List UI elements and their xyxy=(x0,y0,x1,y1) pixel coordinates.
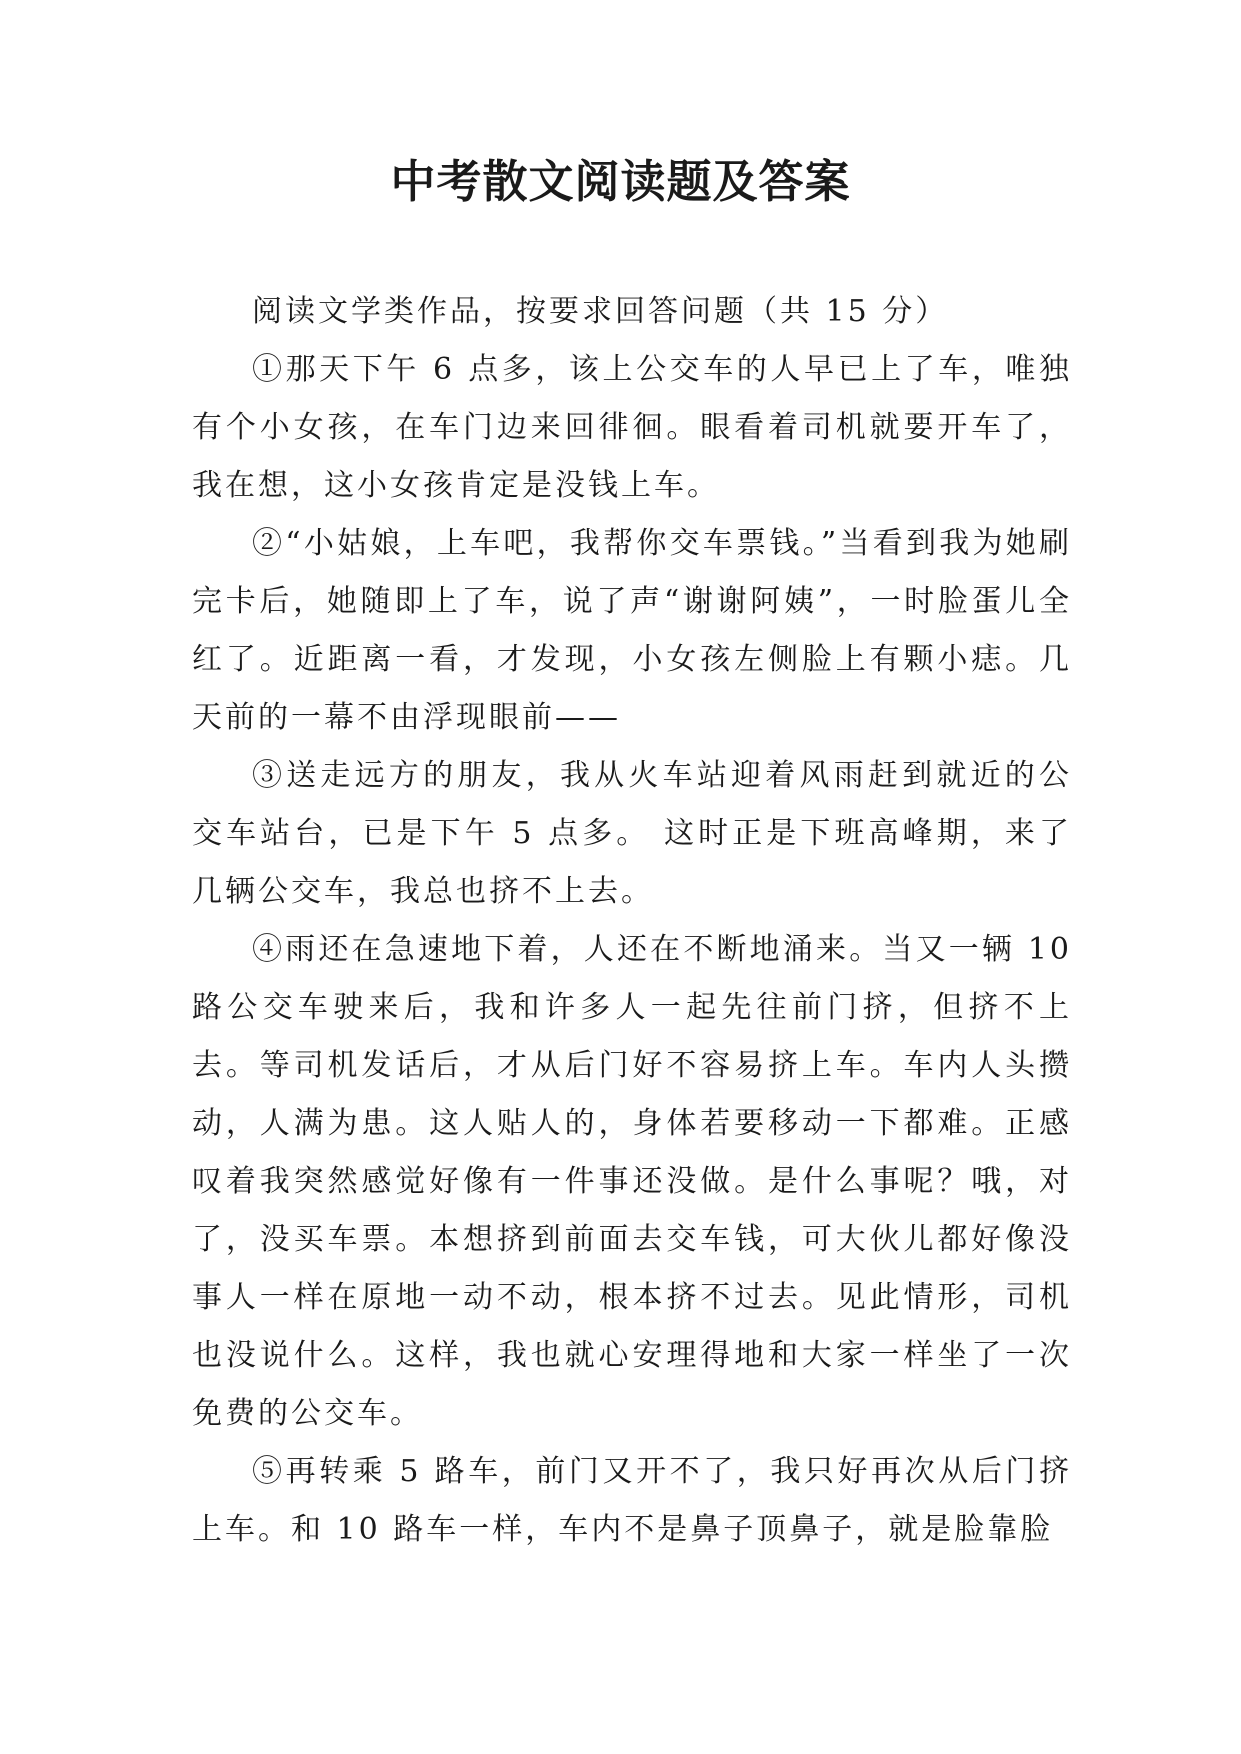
document-body xyxy=(192,283,1072,1559)
paragraph-5: ⑤再转乘 5 路车，前门又开不了，我只好再次从后门挤上车。和 10 路车一样，车内不是鼻子顶鼻子，就是脸靠脸 xyxy=(192,1454,1072,1547)
paragraph-1: ①那天下午 6 点多，该上公交车的人早已上了车，唯独有个小女孩，在车门边来回徘徊。眼看着司机就要开车了，我在想，这小女孩肯定是没钱上车。 xyxy=(192,352,1072,503)
paragraph-3: ③送走远方的朋友，我从火车站迎着风雨赶到就近的公交车站台，已是下午 5 点多。 这时正是下班高峰期，来了几辆公交车，我总也挤不上去。 xyxy=(192,758,1072,909)
paragraph-instructions: 阅读文学类作品，按要求回答问题（共 15 分） xyxy=(252,294,949,329)
paragraph-4: ④雨还在急速地下着，人还在不断地涌来。当又一辆 10 路公交车驶来后，我和许多人一起先往前门挤，但挤不上去。等司机发话后，才从后门好不容易挤上车。车内人头攒动，人满为患。这人贴人的，身体若要移动一下都难。正感叹着我突然感觉好像有一件事还没做。是什么事呢？哦，对了，没买车票。本想挤到前面去交车钱，可大伙儿都好像没事人一样在原地一动不动，根本挤不过去。见此情形，司机也没说什么。这样，我也就心安理得地和大家一样坐了一次免费的公交车。 xyxy=(192,932,1072,1431)
document-title: 中考散文阅读题及答案 xyxy=(390,155,851,208)
paragraph-2: ②“小姑娘，上车吧，我帮你交车票钱。”当看到我为她刷完卡后，她随即上了车，说了声“谢谢阿姨”，一时脸蛋儿全红了。近距离一看，才发现，小女孩左侧脸上有颗小痣。几天前的一幕不由浮现眼前—— xyxy=(192,526,1072,735)
